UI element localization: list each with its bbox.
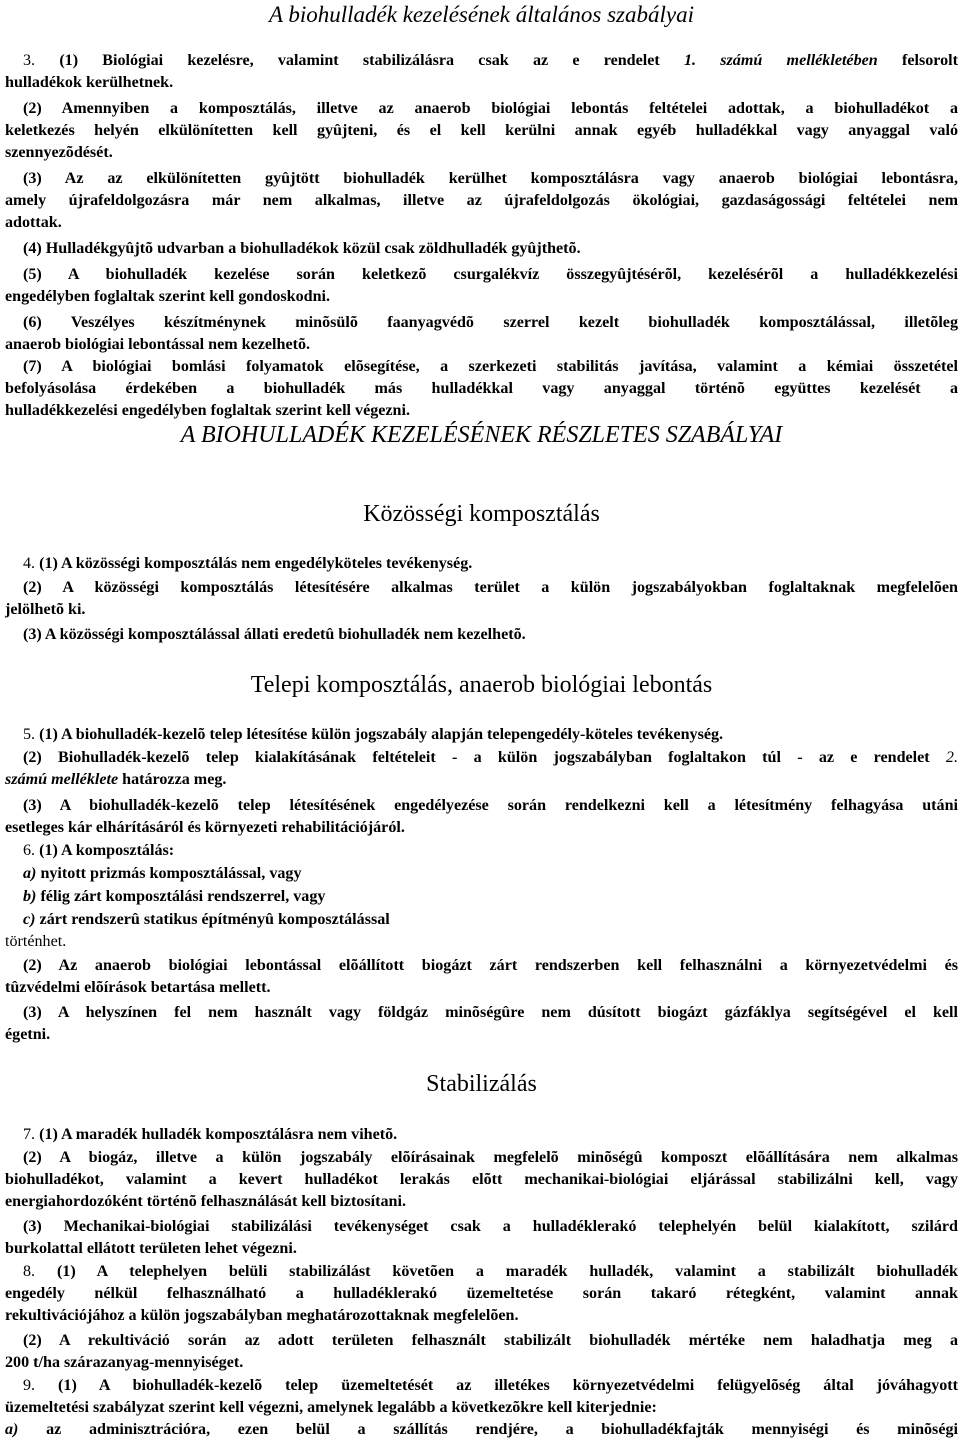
s3-p7-line-2: befolyásolása érdekében a biohulladék más hulladékkal vagy anyaggal történõ együttes kezelését a bbox=[5, 380, 958, 397]
s9-p1-line-2: üzemeltetési szabályzat szerint kell végezni, amelynek legalább a következõkre kell kiterjednie: bbox=[5, 1399, 657, 1416]
s3-p7-line-1: (7) A biológiai bomlási folyamatok elõsegítése, a szerkezeti stabilitás javítása, valamint a kémiai összetétel bbox=[23, 358, 958, 375]
heading-stabilization: Stabilizálás bbox=[426, 1071, 537, 1097]
s5-p3-line-2: esetleges kár elhárításáról és környezeti rehabilitációjáról. bbox=[5, 819, 405, 836]
item-c-text: zárt rendszerû statikus építményû komposztálással bbox=[39, 911, 390, 928]
s7-p3-line-2: burkolattal ellátott területen lehet végezni. bbox=[5, 1240, 297, 1257]
heading-site-composting: Telepi komposztálás, anaerob biológiai lebontás bbox=[250, 672, 713, 698]
s6-p3-line-2: égetni. bbox=[5, 1026, 51, 1043]
s5-line-1 bbox=[5, 724, 960, 746]
s8-p1-line-2: engedély nélkül felhasználható a hulladéklerakó üzemeltetése során takaró rétegként, valamint annak bbox=[5, 1285, 958, 1302]
s3-p5-line-1: (5) A biohulladék kezelése során keletkezõ csurgalékvíz összegyûjtésérõl, kezelésérõl a hulladékkezelési bbox=[23, 266, 958, 283]
s6-p2-line-2: tûzvédelmi elõírások betartása mellett. bbox=[5, 979, 271, 996]
s6-item-b bbox=[5, 886, 960, 908]
s3-number: 3. bbox=[23, 52, 36, 69]
s5-p1-text: (1) A biohulladék-kezelõ telep létesítése külön jogszabály alapján telepengedély-köteles tevékenység. bbox=[39, 726, 724, 743]
item-a-text: nyitott prizmás komposztálással, vagy bbox=[40, 865, 302, 882]
s5-number: 5. bbox=[23, 726, 36, 743]
s4-p1-text: (1) A közösségi komposztálás nem engedélyköteles tevékenység. bbox=[39, 555, 473, 572]
s4-line-1 bbox=[5, 553, 960, 575]
s7-p1-text: (1) A maradék hulladék komposztálásra nem vihetõ. bbox=[39, 1126, 398, 1143]
s7-line-1 bbox=[5, 1124, 960, 1146]
s6-line-1 bbox=[5, 840, 960, 862]
s4-p2-line-2: jelölhetõ ki. bbox=[5, 601, 86, 618]
s5-p2-text-end: határozza meg. bbox=[122, 771, 227, 788]
s8-p2-line-2: 200 t/ha szárazanyag-mennyiséget. bbox=[5, 1354, 244, 1371]
s3-p2-line-3: szennyezõdését. bbox=[5, 144, 113, 161]
s3-p1-text: (1) Biológiai kezelésre, valamint stabilizálásra csak az e rendelet bbox=[59, 52, 660, 69]
s8-p1-line-3: rekultivációjához a külön jogszabályban meghatározottaknak megfelelõen. bbox=[5, 1307, 519, 1324]
s7-number: 7. bbox=[23, 1126, 36, 1143]
item-b-marker: b) bbox=[23, 888, 37, 905]
s5-p2-line-1 bbox=[5, 747, 958, 769]
s3-line-1 bbox=[5, 50, 958, 72]
s3-p6-line-2: anaerob biológiai lebontással nem kezelhetõ. bbox=[5, 336, 311, 353]
s3-p3-line-1: (3) Az az elkülönítetten gyûjtött biohulladék kerülhet komposztálásra vagy anaerob biológiai lebontásra, bbox=[23, 170, 958, 187]
s3-p3-line-3: adottak. bbox=[5, 214, 62, 231]
s7-p2-line-2: biohulladékot, valamint a kevert hulladékot lerakás elõtt mechanikai-biológiai eljárással stabilizálni kell, vagy bbox=[5, 1171, 958, 1188]
s3-p7-line-3: hulladékkezelési engedélyben foglaltak szerint kell végezni. bbox=[5, 402, 410, 419]
s8-number: 8. bbox=[23, 1263, 36, 1280]
s8-p1-text: (1) A telephelyen belüli stabilizálást követõen a maradék hulladék, valamint a stabilizált biohulladék bbox=[56, 1263, 958, 1280]
s5-p2-text: (2) Biohulladék-kezelõ telep kialakításának feltételeit - a külön jogszabályban foglaltakon túl - az e rendelet bbox=[23, 749, 930, 766]
s3-p1-text-end: felsorolt bbox=[901, 52, 958, 69]
s9-item-a-text: az adminisztrációra, ezen belül a szállítás rendjére, a biohulladékfajták mennyiségi és minõségi bbox=[46, 1421, 958, 1438]
annex-1-reference: 1. számú mellékletében bbox=[683, 52, 878, 69]
s3-p5-line-2: engedélyben foglaltak szerint kell gondoskodni. bbox=[5, 288, 331, 305]
page-title: A biohulladék kezelésének általános szabályai bbox=[269, 2, 694, 27]
s3-p2-line-2: keletkezés helyén elkülönítetten kell gyûjteni, és el kell kerülni annak egyéb hulladékkal vagy anyaggal való bbox=[5, 122, 958, 139]
s7-p3-line-1: (3) Mechanikai-biológiai stabilizálási tevékenységet csak a hulladéklerakó telephelyén belül kialakított, szilárd bbox=[23, 1218, 958, 1235]
s9-item-a-marker: a) bbox=[5, 1421, 19, 1438]
s5-p3-line-1: (3) A biohulladék-kezelõ telep létesítésének engedélyezése során rendelkezni kell a létesítmény felhagyása utáni bbox=[23, 797, 958, 814]
item-a-marker: a) bbox=[23, 865, 37, 882]
s3-line-2: hulladékok kerülhetnek. bbox=[5, 74, 174, 91]
s9-number: 9. bbox=[23, 1377, 36, 1394]
s6-p1-text: (1) A komposztálás: bbox=[39, 842, 175, 859]
s6-p3-line-1: (3) A helyszínen fel nem használt vagy földgáz minõségûre nem dúsított biogázt gázfáklya segítségével el kell bbox=[23, 1004, 958, 1021]
annex-2-reference: számú melléklete bbox=[5, 771, 119, 788]
s6-tail: történhet. bbox=[5, 933, 67, 950]
heading-detailed-rules: A BIOHULLADÉK KEZELÉSÉNEK RÉSZLETES SZABÁLYAI bbox=[180, 422, 783, 448]
s6-item-c bbox=[5, 909, 960, 931]
heading-community-composting: Közösségi komposztálás bbox=[363, 501, 600, 527]
s3-p2-line-1: (2) Amennyiben a komposztálás, illetve az anaerob biológiai lebontás feltételei adottak, a biohulladékot a bbox=[23, 100, 958, 117]
s4-p2-line-1: (2) A közösségi komposztálás létesítésére alkalmas terület a külön jogszabályokban foglaltaknak megfelelõen bbox=[23, 579, 958, 596]
s6-p2-line-1: (2) Az anaerob biológiai lebontással elõállított biogázt zárt rendszerben kell felhasználni a környezetvédelmi és bbox=[23, 957, 958, 974]
item-c-marker: c) bbox=[23, 911, 36, 928]
s8-p2-line-1: (2) A rekultiváció során az adott területen felhasznált stabilizált biohulladék mértéke nem haladhatja meg a bbox=[23, 1332, 958, 1349]
s6-number: 6. bbox=[23, 842, 36, 859]
s4-p3-line-1: (3) A közösségi komposztálással állati eredetû biohulladék nem kezelhetõ. bbox=[23, 626, 526, 643]
s6-item-a bbox=[5, 863, 960, 885]
s5-p2-line-2 bbox=[5, 769, 958, 791]
s9-item-a bbox=[5, 1419, 958, 1441]
s9-p1-text: (1) A biohulladék-kezelõ telep üzemeltetését az illetékes környezetvédelmi felügyelõség által jóváhagyott bbox=[58, 1377, 959, 1394]
s3-p4-line-1: (4) Hulladékgyûjtõ udvarban a biohulladékok közül csak zöldhulladék gyûjthetõ. bbox=[23, 240, 581, 257]
s3-p6-line-1: (6) Veszélyes készítménynek minõsülõ faanyagvédõ szerrel kezelt biohulladék komposztálással, illetõleg bbox=[23, 314, 958, 331]
annex-2-number: 2. bbox=[945, 749, 958, 766]
s7-p2-line-3: energiahordozóként történõ felhasználását kell biztosítani. bbox=[5, 1193, 406, 1210]
s3-p3-line-2: amely újrafeldolgozásra már nem alkalmas, illetve az újrafeldolgozás ökológiai, gazdaságossági feltételei nem bbox=[5, 192, 958, 209]
s8-line-1 bbox=[5, 1261, 958, 1283]
s7-p2-line-1: (2) A biogáz, illetve a külön jogszabály elõírásainak megfelelõ minõségû komposzt elõállítására nem alkalmas bbox=[23, 1149, 958, 1166]
s9-line-1 bbox=[5, 1375, 958, 1397]
item-b-text: félig zárt komposztálási rendszerrel, vagy bbox=[40, 888, 326, 905]
s4-number: 4. bbox=[23, 555, 36, 572]
